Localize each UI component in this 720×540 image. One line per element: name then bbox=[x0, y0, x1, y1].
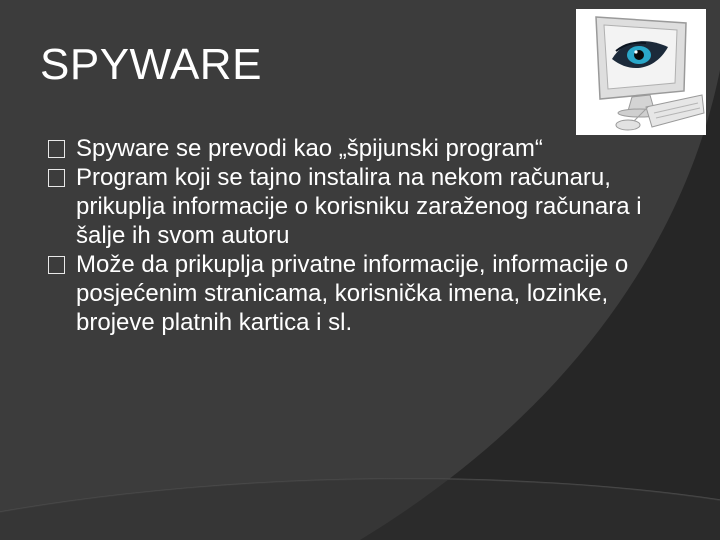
bullet-text: Može da prikuplja privatne informacije, informacije o posjećenim stranicama, korisnička imena, lozinke, brojeve platnih kartica i sl. bbox=[76, 251, 629, 336]
bullet-text: Program koji se tajno instalira na nekom računaru, prikuplja informacije o korisniku zaraženog računara i šalje ih svom autoru bbox=[76, 164, 642, 249]
bullet-item bbox=[48, 250, 648, 337]
bullet-list bbox=[48, 134, 648, 337]
square-bullet-icon bbox=[48, 169, 65, 187]
bullet-item bbox=[48, 134, 648, 163]
computer-eye-image bbox=[576, 9, 706, 135]
square-bullet-icon bbox=[48, 256, 65, 274]
bullet-text: Spyware se prevodi kao „špijunski program“ bbox=[76, 135, 543, 162]
computer-with-eye-icon bbox=[576, 9, 706, 135]
slide-title: SPYWARE bbox=[40, 40, 262, 89]
bullet-item bbox=[48, 163, 648, 250]
square-bullet-icon bbox=[48, 140, 65, 158]
